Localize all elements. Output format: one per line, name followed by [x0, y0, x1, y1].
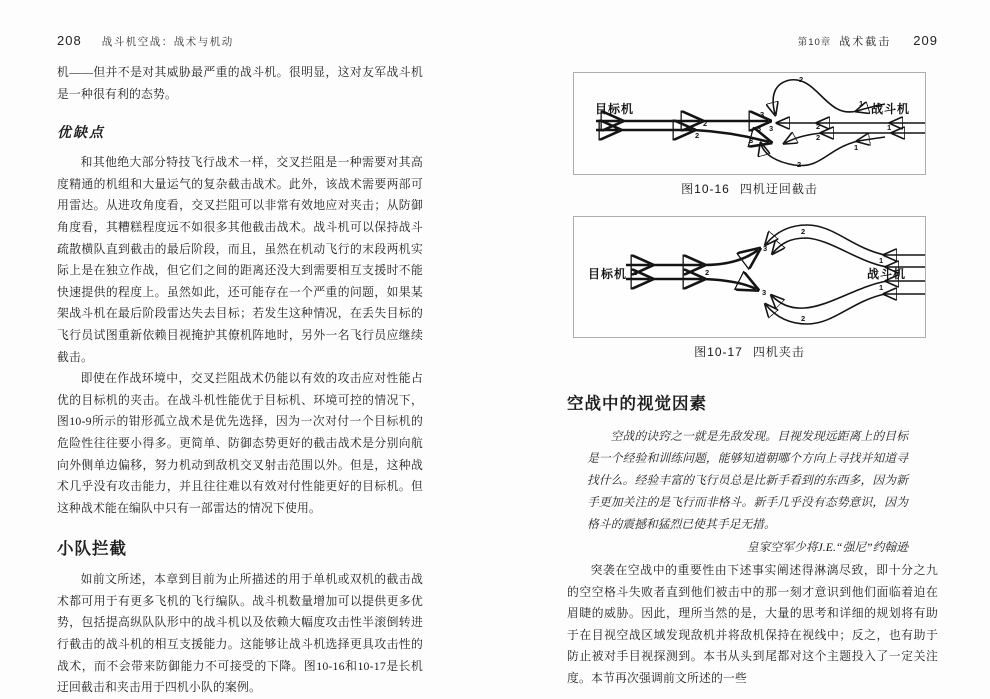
heading-flight-interception: 小队拦截: [57, 540, 127, 559]
step-mark: 1: [887, 123, 892, 132]
step-mark: 2: [799, 75, 804, 84]
step-mark: 2: [797, 160, 802, 169]
step-mark: 1: [633, 268, 638, 277]
pincer-attack-diagram: [574, 217, 925, 332]
figure-10-16-caption: [573, 180, 926, 197]
body-paragraph: 即使在作战环境中，交叉拦阻战术仍能以有效的攻击应对性能占优的目标机的夹击。在战斗机性能优于目标机、环境可控的情况下，图10-9所示的钳形孤立战术是优先选择，因为一次对付一个目标机的危险性往往要小得多。更简单、防御态势更好的截击战术是分别向航向外侧单边偏移，努力机动到敌机交叉射击范围以外。但是，这种战术几乎没有攻击能力，并且往往难以有效对付性能更好的目标机。但这种战术能在编队中只有一部雷达的情况下使用。: [57, 371, 423, 515]
step-mark: 2: [801, 314, 806, 323]
step-mark: 1: [859, 99, 864, 108]
step-mark: 2: [801, 227, 806, 236]
step-mark: 3: [757, 124, 762, 133]
hook-intercept-diagram: [574, 73, 925, 169]
body-paragraph: 如前文所述，本章到目前为止所描述的用于单机或双机的截击战术都可用于有更多飞机的飞行编队。战斗机数量增加可以提供更多优势，包括提高纵队队形中的战斗机以及依赖大幅度攻击性半滚倒转进行截击的战斗机的相互支援能力。这能够让战斗机选择更具攻击性的战术，而不会带来防御能力不可接受的下降。图10-16和10-17是长机迂回截击和夹击用于四机小队的案例。: [57, 572, 423, 695]
figure-caption-label: 图10-16: [681, 182, 730, 196]
step-mark: 1: [613, 123, 618, 132]
left-page: [57, 33, 423, 699]
chapter-number: 第10章: [797, 37, 832, 48]
step-mark: 3: [763, 244, 768, 253]
quote-text: 空战的诀窍之一就是先敌发现。目视发现远距离上的目标是一个经验和训练问题，能够知道朝哪个方向上寻找并知道寻找什么。经验丰富的飞行员总是比新手看到的东西多，因为新手更加关注的是飞行而非格斗。新手几乎没有态势意识，因为格斗的震撼和猛烈已使其手足无措。: [587, 429, 908, 531]
left-page-number: 208: [57, 33, 82, 48]
intro-paragraph: 机——但并不是对其威胁最严重的战斗机。很明显，这对友军战斗机是一种很有利的态势。: [57, 65, 423, 101]
right-page-number: 209: [913, 33, 938, 48]
spacer: [57, 559, 423, 569]
body-paragraph: 和其他绝大部分特技飞行战术一样，交叉拦阻是一种需要对其高度精通的机组和大量运气的复杂截击战术。此外，该战术需要两部可用雷达。从进攻角度看，交叉拦阻可以非常有效地应对夹击；从防御角度看，其糟糕程度远不如很多其他截击战术。战斗机可以保持战斗疏散横队直到截击的最后阶段，而且，虽然在机动飞行的末段两机实际上是在独立作战，但它们之间的距离还没大到需要相互支援时不能快速提供的程度上。虽然如此，还可能存在一个严重的问题，如果某架战斗机在最后阶段雷达失去目标；若发生这种情况，在丢失目标的飞行员试图重新依赖目视掩护其僚机阵地时，另外一名飞行员应继续截击。: [57, 155, 423, 364]
step-mark: 3: [749, 136, 754, 145]
target-label: 目标机: [588, 267, 628, 281]
figure-10-17-diagram: [573, 216, 926, 338]
step-mark: 2: [816, 133, 821, 142]
right-running-head: [567, 33, 938, 49]
step-mark: 2: [816, 122, 821, 131]
heading-pros-cons: 优缺点: [57, 126, 105, 142]
quote-attribution: 皇家空军少将J.E.“强尼”约翰逊: [746, 540, 908, 554]
step-mark: 1: [879, 256, 884, 265]
chapter-title: 战术截击: [839, 36, 892, 48]
body-paragraph: 突袭在空战中的重要性由下述事实阐述得淋漓尽致，即十分之九的空空格斗失败者直到他们被击中的那一刻才意识到他们面临着迫在眉睫的威胁。因此，理所当然的是，大量的思考和详细的规划将有助于在目视空战区域发现敌机并将敌机保持在视线中；反之，也有助于防止被对手目视探测到。本书从头到尾都对这个主题投入了一定关注度。本节再次强调前文所述的一些: [567, 563, 938, 685]
book-title: 战斗机空战：战术与机动: [101, 36, 234, 48]
step-mark: 2: [705, 268, 710, 277]
step-mark: 3: [760, 110, 765, 119]
figure-caption-text: 四机夹击: [752, 345, 805, 359]
step-mark: 2: [695, 131, 700, 140]
right-page: [567, 33, 938, 690]
step-mark: 2: [703, 119, 708, 128]
heading-visual-factors: 空战中的视觉因素: [567, 395, 707, 413]
figure-10-17-caption: [573, 343, 926, 360]
step-mark: 1: [879, 283, 884, 292]
fighter-label: 战斗机: [867, 267, 907, 281]
figure-caption-text: 四机迂回截击: [739, 182, 818, 196]
spacer: [567, 62, 938, 72]
figure-caption-label: 图10-17: [694, 345, 743, 359]
fighter-label: 战斗机: [871, 102, 911, 116]
left-running-head: [57, 33, 423, 49]
spacer: [57, 519, 423, 535]
step-mark: 3: [769, 124, 774, 133]
figure-10-16-diagram: [573, 72, 926, 175]
target-label: 目标机: [595, 102, 635, 116]
step-mark: 3: [762, 288, 767, 297]
spacer: [567, 360, 938, 390]
step-mark: 1: [854, 143, 859, 152]
spacer: [567, 197, 938, 216]
